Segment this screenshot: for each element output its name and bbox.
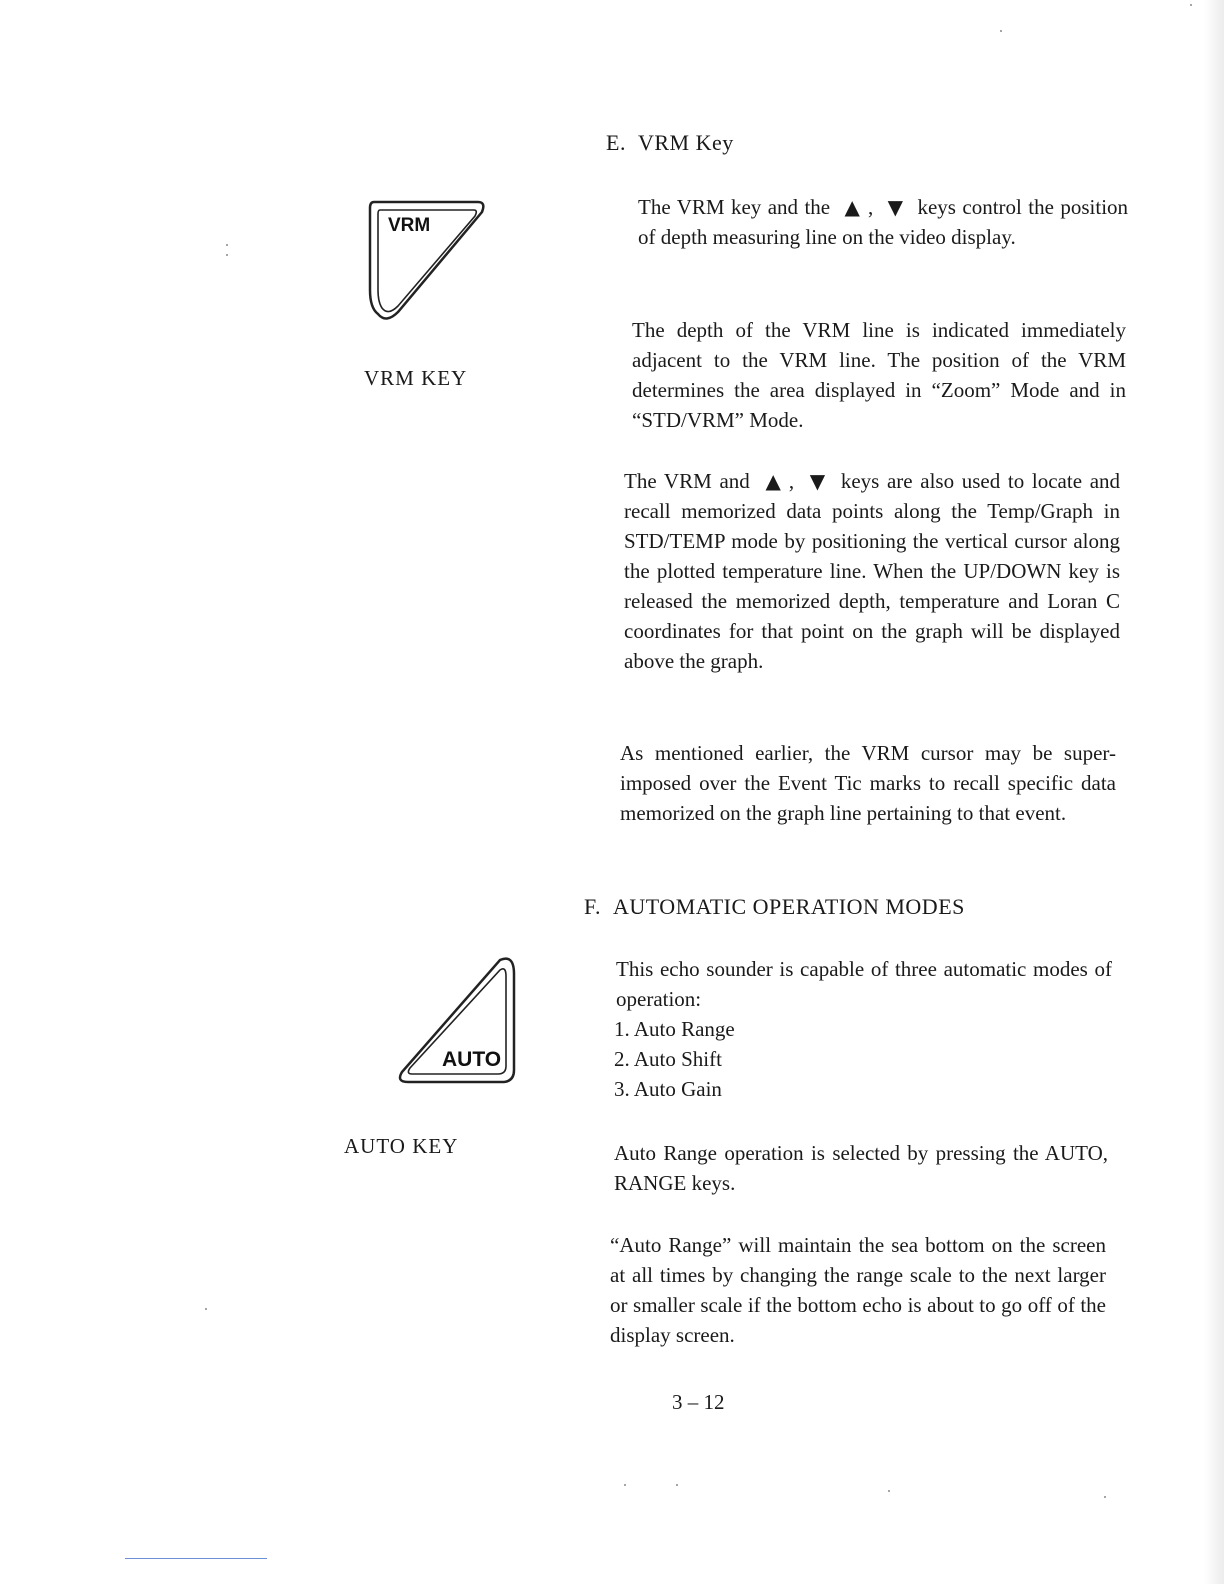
section-f-heading xyxy=(584,894,965,920)
down-arrow-icon: ▼ xyxy=(809,469,826,493)
page-edge-shadow xyxy=(1204,0,1224,1584)
up-arrow-icon: ▲ xyxy=(765,469,781,493)
section-e-title: VRM Key xyxy=(637,130,734,155)
section-f-paragraph-2: Auto Range operation is selected by pressing the AUTO, RANGE keys. xyxy=(614,1141,1108,1195)
p1-text-before: The VRM key and the xyxy=(638,195,831,219)
down-arrow-icon: ▼ xyxy=(887,195,904,219)
scan-speck xyxy=(1000,30,1002,32)
section-e-paragraph-4: As mentioned earlier, the VRM cursor may be super-imposed over the Event Tic marks to recall specific data memorized on the graph line pertaining to that event. xyxy=(620,741,1116,825)
section-f-intro: This echo sounder is capable of three automatic modes of operation: xyxy=(616,957,1112,1011)
section-e-letter: E. xyxy=(606,130,626,155)
scan-speck xyxy=(888,1490,890,1492)
footer-rule xyxy=(125,1558,267,1559)
section-e-heading xyxy=(606,130,734,156)
scan-speck xyxy=(1104,1496,1106,1498)
section-e-paragraph-2: The depth of the VRM line is indicated immediately adjacent to the VRM line. The position of the VRM determines the area displayed in “Zoom” Mode and in “STD/VRM” Mode. xyxy=(632,318,1126,432)
scan-speck xyxy=(226,244,228,246)
p3-text-after: keys are also used to locate and recall memorized data points along the Temp/Graph in STD/TEMP mode by positioning the vertical cursor along the plotted temperature line. When the UP/DOWN key is released the memorized depth, temperature and Loran C coordinates for that point on the graph will be displayed above the graph. xyxy=(624,469,1121,673)
vrm-key-icon xyxy=(360,190,500,325)
scan-speck xyxy=(226,254,228,256)
section-f-title: AUTOMATIC OPERATION MODES xyxy=(612,894,965,919)
section-f-paragraph-3: “Auto Range” will maintain the sea bottom on the screen at all times by changing the range scale to the next larger or smaller scale if the bottom echo is about to go off of the display screen. xyxy=(610,1233,1106,1347)
list-item-auto-range: 1. Auto Range xyxy=(614,1017,735,1041)
scan-speck xyxy=(205,1308,207,1310)
vrm-key-caption: VRM KEY xyxy=(364,366,468,390)
scan-speck xyxy=(676,1484,678,1486)
section-e-paragraph-3 xyxy=(624,466,1120,676)
auto-key-icon xyxy=(392,952,522,1087)
vrm-key-label: VRM xyxy=(388,215,431,236)
section-f-letter: F. xyxy=(584,894,601,919)
scan-speck xyxy=(1190,4,1192,6)
auto-key-caption: AUTO KEY xyxy=(344,1134,459,1158)
list-item-auto-shift: 2. Auto Shift xyxy=(614,1047,722,1071)
auto-modes-list xyxy=(614,1014,735,1104)
section-e-paragraph-1 xyxy=(638,192,1128,252)
auto-key-label: AUTO xyxy=(442,1048,502,1071)
p3-comma: , xyxy=(788,469,795,493)
page-number: 3 – 12 xyxy=(672,1390,725,1414)
p3-text-before: The VRM and xyxy=(624,469,750,493)
p1-comma: , xyxy=(867,195,874,219)
p1-text-after: keys control the position of depth measuring line on the video display. xyxy=(638,195,1129,249)
scan-speck xyxy=(624,1484,626,1486)
up-arrow-icon: ▲ xyxy=(844,195,860,219)
list-item-auto-gain: 3. Auto Gain xyxy=(614,1077,722,1101)
